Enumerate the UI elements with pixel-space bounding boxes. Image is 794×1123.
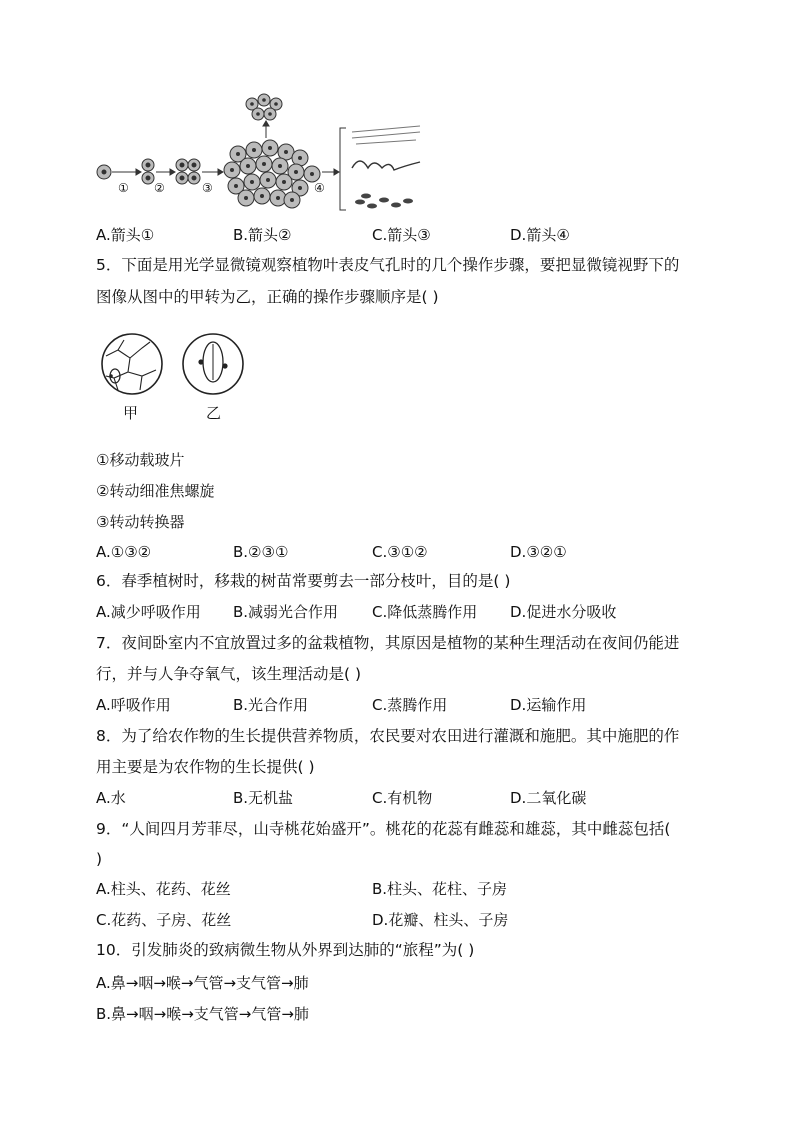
q10-option-a[interactable]: A.鼻→咽→喉→气管→支气管→肺 bbox=[96, 974, 309, 992]
q9-option-c[interactable]: C.花药、子房、花丝 bbox=[96, 911, 232, 929]
q5-stem-line1: 5．下面是用光学显微镜观察植物叶表皮气孔时的几个操作步骤，要把显微镜视野下的 bbox=[96, 256, 680, 274]
q7-stem-line1: 7．夜间卧室内不宜放置过多的盆栽植物，其原因是植物的某种生理活动在夜间仍能进 bbox=[96, 634, 680, 652]
arrow-label-1: ① bbox=[118, 181, 129, 195]
q6-option-a[interactable]: A.减少呼吸作用 bbox=[96, 603, 201, 621]
q8-option-b[interactable]: B.无机盐 bbox=[233, 789, 294, 807]
q4-option-d[interactable]: D.箭头④ bbox=[510, 226, 570, 244]
q7-stem-line2: 行，并与人争夺氧气，该生理活动是( ) bbox=[96, 665, 362, 683]
fig-label-yi: 乙 bbox=[206, 404, 222, 422]
q9-option-b[interactable]: B.柱头、花柱、子房 bbox=[372, 880, 508, 898]
q6-option-c[interactable]: C.降低蒸腾作用 bbox=[372, 603, 478, 621]
q10-stem: 10．引发肺炎的致病微生物从外界到达肺的“旅程”为( ) bbox=[96, 941, 475, 959]
q4-option-a[interactable]: A.箭头① bbox=[96, 226, 155, 244]
q5-step-2: ②转动细准焦螺旋 bbox=[96, 482, 215, 500]
q4-option-b[interactable]: B.箭头② bbox=[233, 226, 292, 244]
q5-step-3: ③转动转换器 bbox=[96, 513, 185, 531]
fig-label-jia: 甲 bbox=[123, 404, 139, 422]
q5-stem-line2: 图像从图中的甲转为乙，正确的操作步骤顺序是( ) bbox=[96, 288, 439, 306]
q9-stem-line2: ) bbox=[96, 850, 103, 868]
q9-stem-line1: 9．“人间四月芳菲尽，山寺桃花始盛开”。桃花的花蕊有雌蕊和雄蕊，其中雌蕊包括( bbox=[96, 820, 671, 838]
arrow-label-2: ② bbox=[154, 181, 165, 195]
q5-option-b[interactable]: B.②③① bbox=[233, 543, 289, 561]
q7-option-a[interactable]: A.呼吸作用 bbox=[96, 696, 171, 714]
q7-option-c[interactable]: C.蒸腾作用 bbox=[372, 696, 448, 714]
q9-option-a[interactable]: A.柱头、花药、花丝 bbox=[96, 880, 231, 898]
q9-option-d[interactable]: D.花瓣、柱头、子房 bbox=[372, 911, 509, 929]
q6-option-d[interactable]: D.促进水分吸收 bbox=[510, 603, 617, 621]
q10-option-b[interactable]: B.鼻→咽→喉→支气管→气管→肺 bbox=[96, 1005, 309, 1023]
q5-option-a[interactable]: A.①③② bbox=[96, 543, 152, 561]
q6-stem: 6．春季植树时，移栽的树苗常要剪去一部分枝叶，目的是( ) bbox=[96, 572, 511, 590]
q5-step-1: ①移动载玻片 bbox=[96, 451, 185, 469]
q7-option-b[interactable]: B.光合作用 bbox=[233, 696, 309, 714]
q6-option-b[interactable]: B.减弱光合作用 bbox=[233, 603, 339, 621]
q8-stem-line1: 8．为了给农作物的生长提供营养物质，农民要对农田进行灌溉和施肥。其中施肥的作 bbox=[96, 727, 680, 745]
cell-division-figure bbox=[90, 92, 430, 222]
q8-stem-line2: 用主要是为农作物的生长提供( ) bbox=[96, 758, 315, 776]
q5-option-d[interactable]: D.③②① bbox=[510, 543, 567, 561]
arrow-label-4: ④ bbox=[314, 181, 325, 195]
q7-option-d[interactable]: D.运输作用 bbox=[510, 696, 587, 714]
arrow-label-3: ③ bbox=[202, 181, 213, 195]
q4-option-c[interactable]: C.箭头③ bbox=[372, 226, 431, 244]
q5-option-c[interactable]: C.③①② bbox=[372, 543, 428, 561]
q8-option-c[interactable]: C.有机物 bbox=[372, 789, 433, 807]
q8-option-a[interactable]: A.水 bbox=[96, 789, 126, 807]
q8-option-d[interactable]: D.二氧化碳 bbox=[510, 789, 587, 807]
microscope-view-figure bbox=[100, 332, 250, 402]
